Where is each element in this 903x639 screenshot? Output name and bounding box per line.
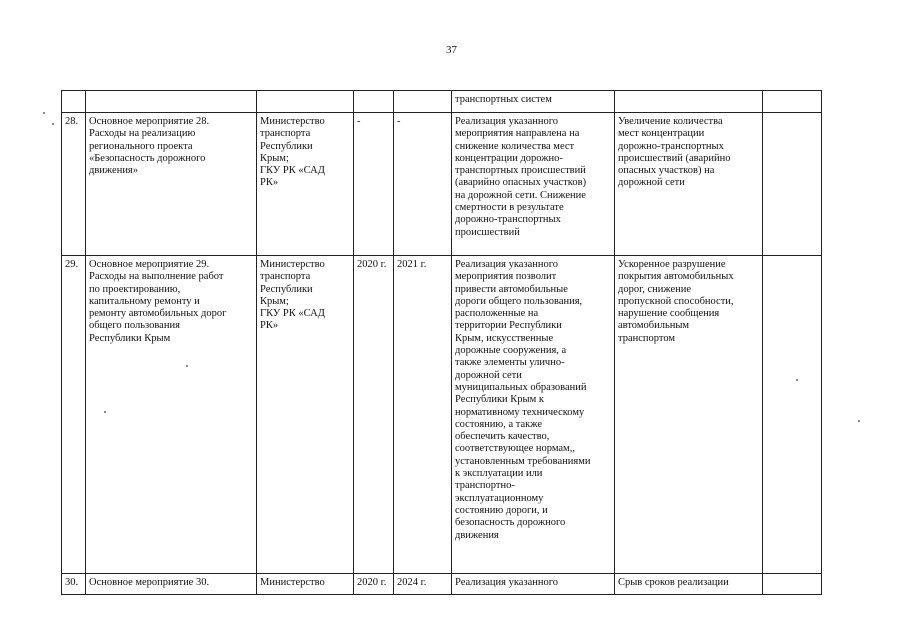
measure-name: Основное мероприятие 29. Расходы на выполнение работ по проектированию, капитальному ремонту и ремонту автомобильных дорог общего пользования Республики Крым <box>86 256 257 574</box>
extra-cell <box>763 256 822 574</box>
start-year <box>354 91 394 113</box>
table-row <box>62 91 822 113</box>
extra-cell <box>763 574 822 595</box>
non-implementation-consequence <box>615 91 763 113</box>
table-row <box>62 113 822 256</box>
table-row <box>62 256 822 574</box>
non-implementation-consequence: Ускоренное разрушение покрытия автомобильных дорог, снижение пропускной способности, нарушение сообщения автомобильным транспортом <box>615 256 763 574</box>
scan-speck <box>104 411 106 413</box>
start-year: - <box>354 113 394 256</box>
scan-speck <box>186 365 188 367</box>
row-number: 29. <box>62 256 86 574</box>
end-year: 2024 г. <box>394 574 452 595</box>
start-year: 2020 г. <box>354 574 394 595</box>
end-year: - <box>394 113 452 256</box>
end-year <box>394 91 452 113</box>
extra-cell <box>763 91 822 113</box>
executor: Министерство транспорта Республики Крым; ГКУ РК «САД РК» <box>257 113 354 256</box>
non-implementation-consequence: Срыв сроков реализации <box>615 574 763 595</box>
expected-result: Реализация указанного мероприятия направлена на снижение количества мест концентрации дорожно- транспортных происшествий (аварийно опасных участков) на дорожной сети. Снижение смертности в результате дорожно-транспортных происшествий <box>452 113 615 256</box>
scan-speck <box>796 379 798 381</box>
measure-name <box>86 91 257 113</box>
measures-table <box>61 90 822 595</box>
executor: Министерство <box>257 574 354 595</box>
end-year: 2021 г. <box>394 256 452 574</box>
expected-result: Реализация указанного <box>452 574 615 595</box>
page-number: 37 <box>446 44 457 56</box>
measure-name: Основное мероприятие 30. <box>86 574 257 595</box>
non-implementation-consequence: Увеличение количества мест концентрации дорожно-транспортных происшествий (аварийно опасных участков) на дорожной сети <box>615 113 763 256</box>
scan-speck <box>43 112 45 114</box>
row-number: 30. <box>62 574 86 595</box>
executor <box>257 91 354 113</box>
expected-result: транспортных систем <box>452 91 615 113</box>
start-year: 2020 г. <box>354 256 394 574</box>
extra-cell <box>763 113 822 256</box>
scan-speck <box>858 420 860 422</box>
measure-name: Основное мероприятие 28. Расходы на реализацию регионального проекта «Безопасность дорожного движения» <box>86 113 257 256</box>
table-row <box>62 574 822 595</box>
executor: Министерство транспорта Республики Крым; ГКУ РК «САД РК» <box>257 256 354 574</box>
expected-result: Реализация указанного мероприятия позволит привести автомобильные дороги общего пользования, расположенные на территории Республики Крым, искусственные дорожные сооружения, а также элементы улично- дорожной сети муниципальных образований Республики Крым к нормативному техническому состоянию, а также обеспечить качество, соответствующее нормам,, установленным требованиями к эксплуатации или транспортно- эксплуатационному состоянию дороги, и безопасность дорожного движения <box>452 256 615 574</box>
row-number: 28. <box>62 113 86 256</box>
scan-speck <box>52 123 54 125</box>
row-number <box>62 91 86 113</box>
